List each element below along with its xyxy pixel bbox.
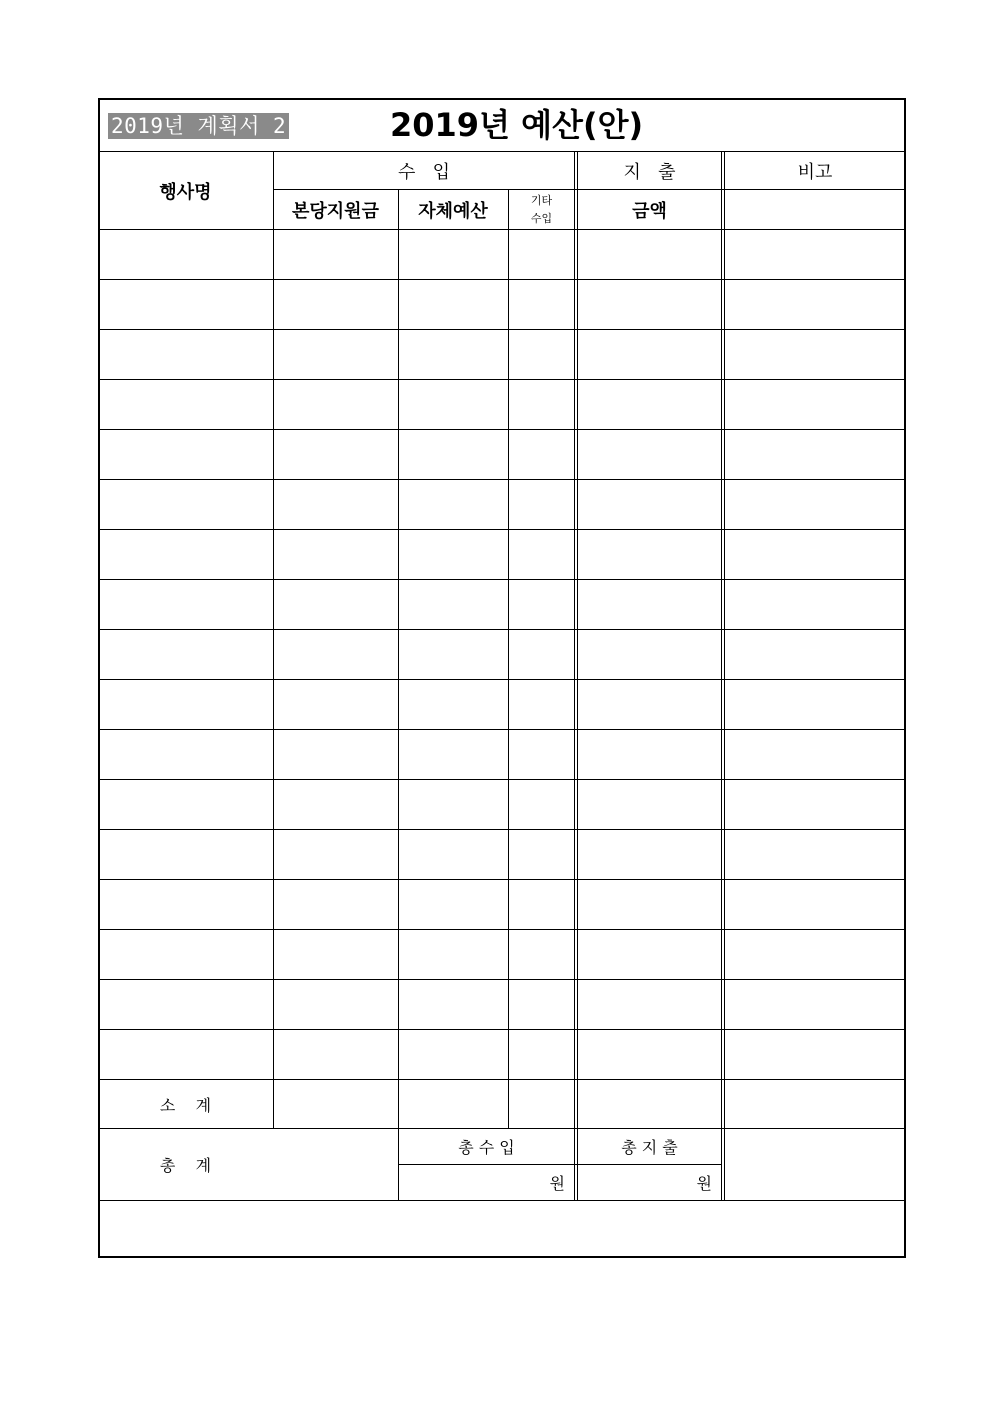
row-line [98, 229, 906, 230]
subtotal-label: 소 계 [159, 1095, 212, 1115]
total-expense-won: 원 [696, 1173, 712, 1193]
row-line [98, 1029, 906, 1030]
col-line [273, 152, 274, 1128]
grand-total-label: 총 계 [159, 1155, 212, 1175]
row-line [98, 979, 906, 980]
col-line [398, 190, 399, 1128]
row-line [98, 929, 906, 930]
row-line [98, 629, 906, 630]
title-divider [98, 151, 906, 152]
row-line [98, 329, 906, 330]
row-line [98, 679, 906, 680]
row-line [98, 279, 906, 280]
total-expense-label: 총 지 출 [621, 1137, 678, 1157]
row-line [98, 729, 906, 730]
total-income-label: 총 수 입 [458, 1137, 515, 1157]
budget-form [98, 98, 906, 1258]
col-line-double-b [577, 152, 578, 1200]
row-line [98, 379, 906, 380]
row-line [98, 429, 906, 430]
header-own-budget: 자체예산 [418, 201, 488, 222]
header-remarks: 비고 [797, 162, 833, 183]
row-line [98, 829, 906, 830]
row-line [98, 1079, 906, 1080]
header-income: 수 입 [398, 162, 450, 183]
header-subdivider [273, 189, 906, 190]
header-other-income [508, 190, 575, 230]
col-line [508, 190, 509, 1128]
row-line [98, 779, 906, 780]
header-hq-support: 본당지원금 [292, 201, 379, 222]
header-event-name: 행사명 [159, 182, 212, 203]
title-row [98, 98, 906, 152]
header-amount: 금액 [632, 201, 667, 222]
subtotal-bottom-line [98, 1128, 906, 1129]
row-line [98, 529, 906, 530]
header-other-income-line1: 기타 [530, 194, 553, 207]
col-line-double-a [574, 152, 575, 1200]
grand-total-midline [398, 1164, 722, 1165]
page-title: 2019년 예산(안) [390, 106, 644, 144]
grand-total-bottom-line [98, 1200, 906, 1201]
row-line [98, 579, 906, 580]
header-expense: 지 출 [623, 162, 676, 183]
row-line [98, 479, 906, 480]
plan-label: 2019년 계획서 2 [108, 113, 289, 139]
total-income-won: 원 [549, 1173, 565, 1193]
col-line-double-a [721, 152, 722, 1200]
header-other-income-line2: 수입 [530, 212, 553, 225]
grand-total-col-line [398, 1128, 399, 1200]
row-line [98, 879, 906, 880]
col-line-double-b [724, 152, 725, 1200]
